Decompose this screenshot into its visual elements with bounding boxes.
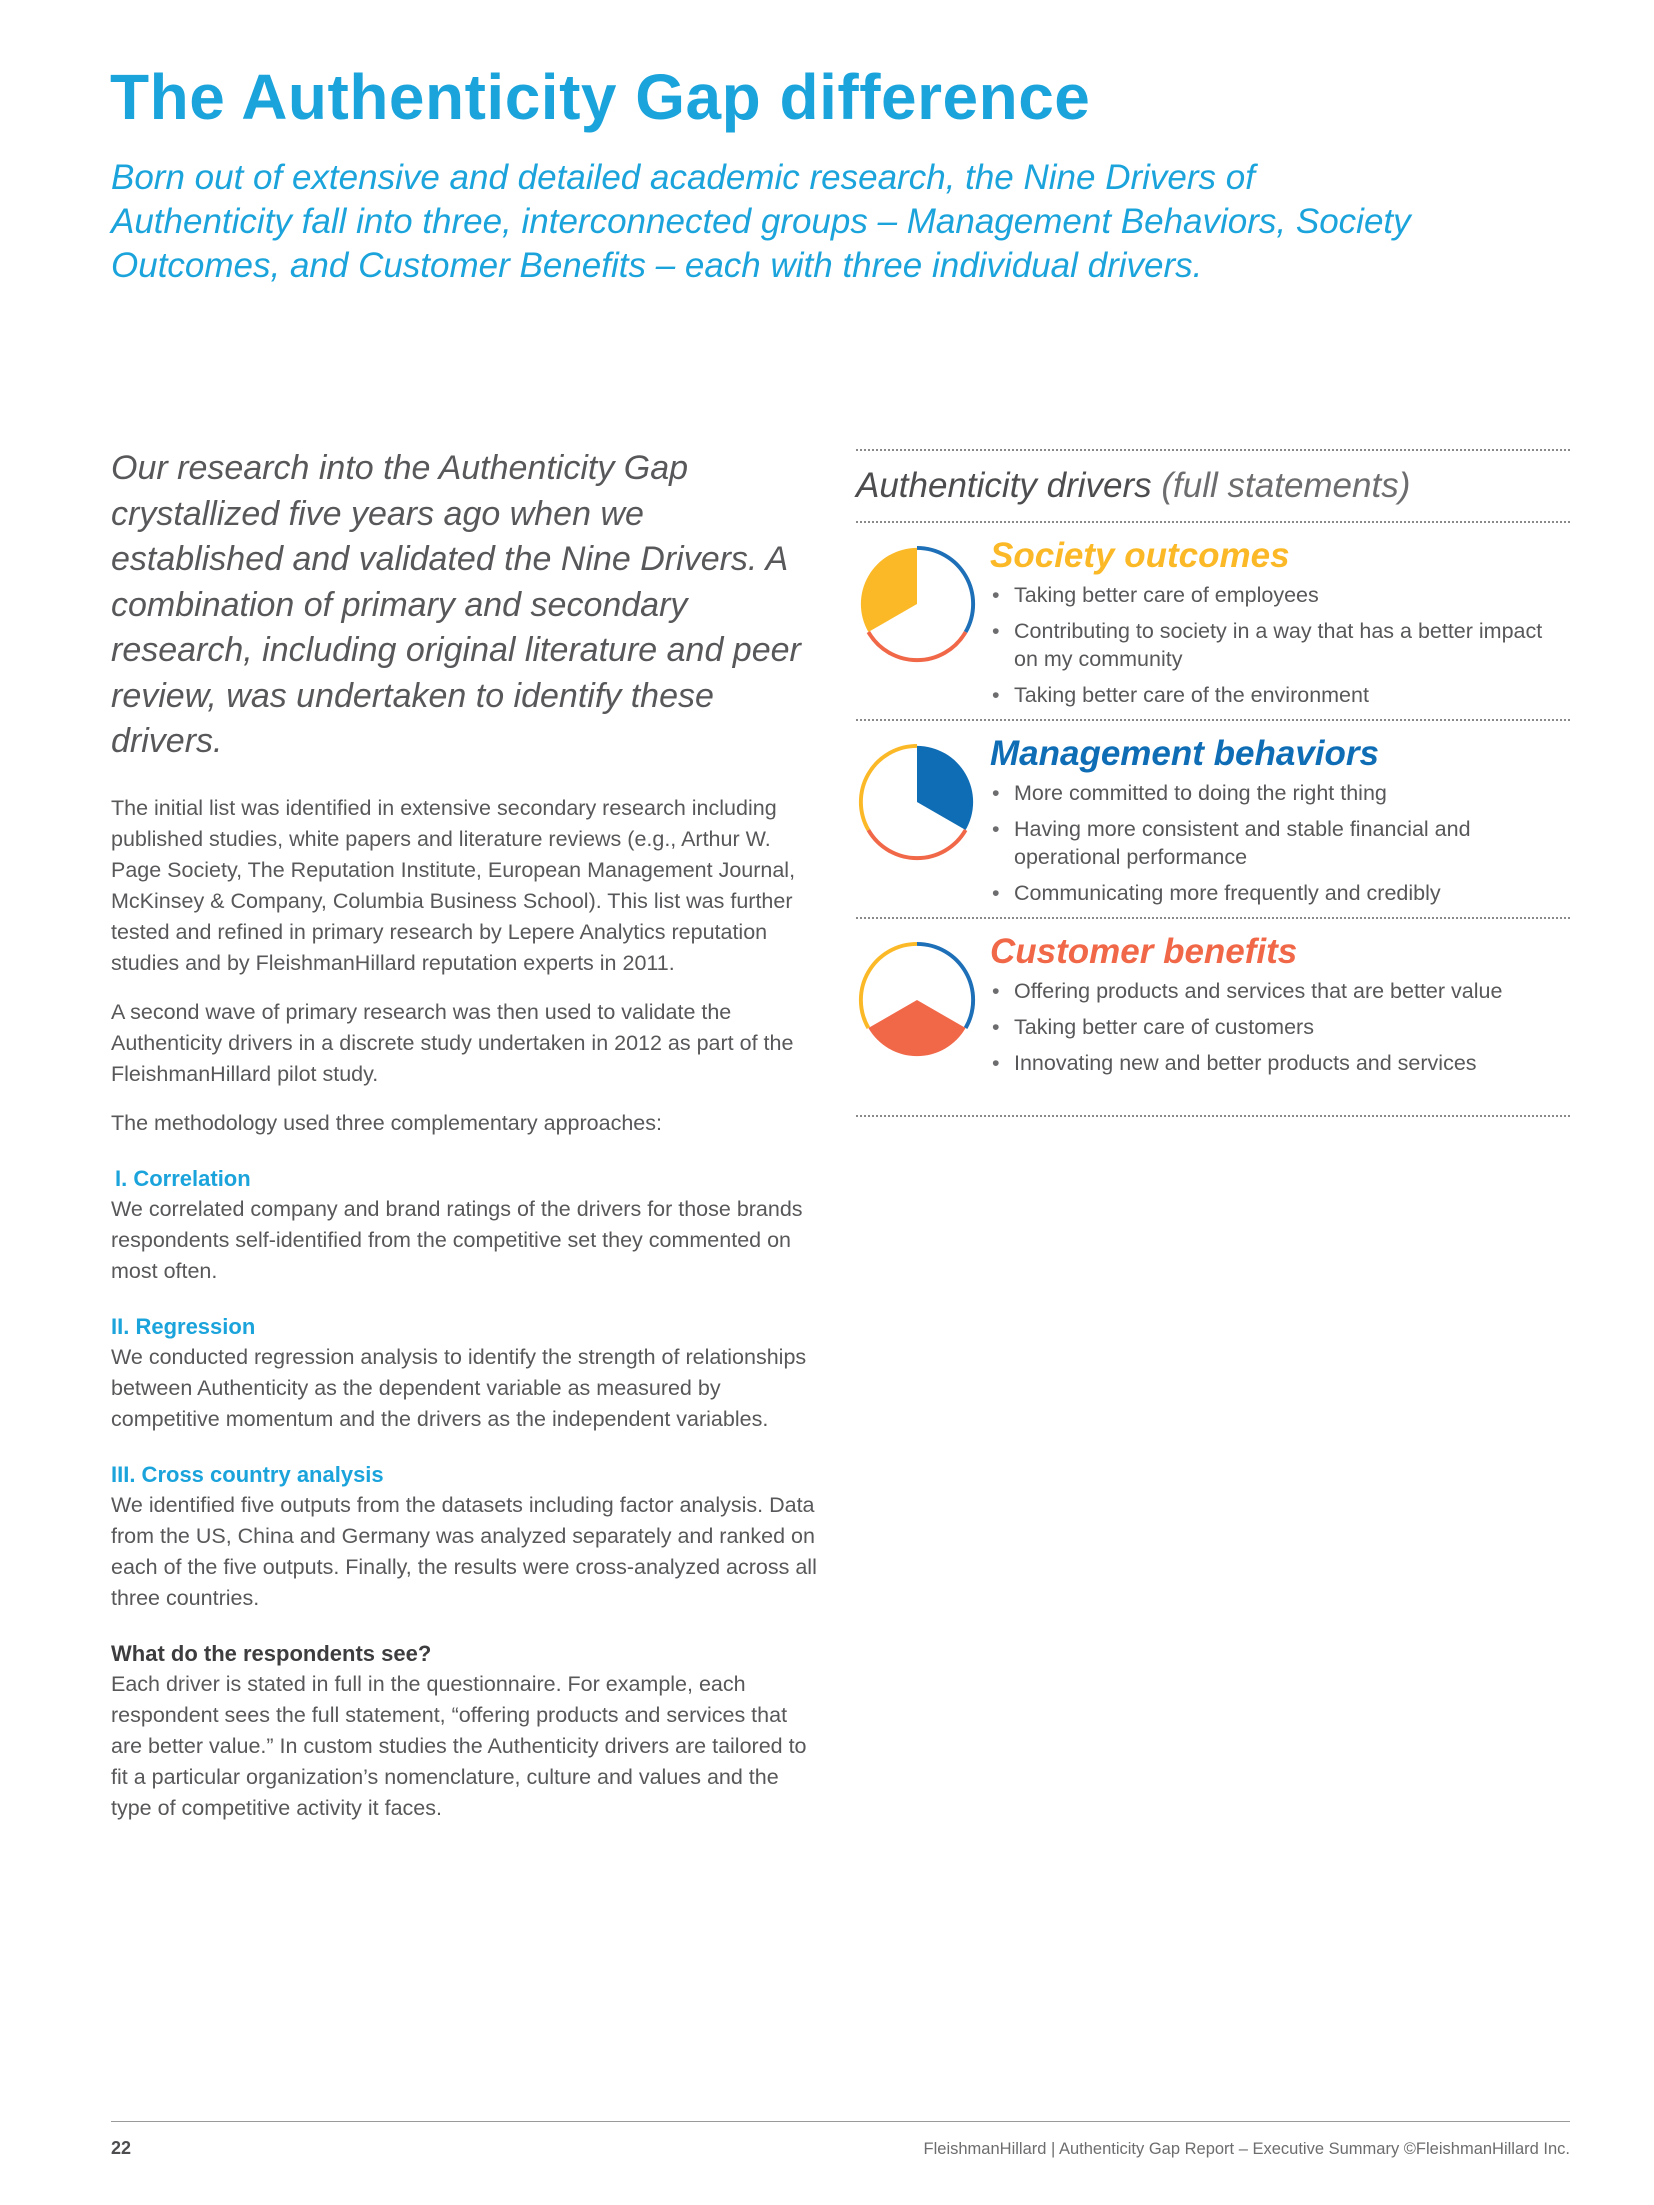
list-item: • More committed to doing the right thing [990,779,1570,807]
management-pie-icon [856,741,978,863]
list-item: • Innovating new and better products and services [990,1049,1570,1077]
authenticity-drivers-panel [856,449,1570,1117]
section-heading-regression: II. Regression [111,1313,256,1339]
footer-text: FleishmanHillard | Authenticity Gap Report – Executive Summary ©FleishmanHillard Inc. [923,2140,1570,2158]
panel-title [856,465,1570,507]
management-driver-list [990,779,1570,915]
section-text-respondents: Each driver is stated in full in the questionnaire. For example, each respondent sees the full statement, “offering products and services that are better value.” In custom studies the Authenticity drivers are tailored to fit a particular organization’s nomenclature, culture and values and the type of competitive activity it faces. [111,1671,807,1820]
list-item: • Taking better care of the environment [990,681,1570,709]
list-item: • Offering products and services that are better value [990,977,1570,1005]
group-title-customer: Customer benefits [990,932,1298,971]
driver-group-management [856,721,1570,917]
body-paragraph: The initial list was identified in extensive secondary research including published studies, white papers and literature reviews (e.g., Arthur W. Page Society, The Reputation Institute, European Management Journal, McKinsey & Company, Columbia Business School). This list was further tested and refined in primary research by Lepere Analytics reputation studies and by FleishmanHillard reputation experts in 2011. [111,795,796,975]
section-heading-respondents: What do the respondents see? [111,1640,432,1666]
section-text-cross-country: We identified five outputs from the datasets including factor analysis. Data from the US, China and Germany was analyzed separately and ranked on each of the five outputs. Finally, the results were cross-analyzed across all three countries. [111,1492,817,1610]
section-text-regression: We conducted regression analysis to identify the strength of relationships between Authenticity as the dependent variable as measured by competitive momentum and the drivers as the independent variables. [111,1344,807,1431]
section-heading-correlation: I. Correlation [115,1165,251,1191]
society-pie-icon [856,543,978,665]
divider [856,1115,1570,1117]
customer-driver-list [990,977,1570,1085]
list-item: • Having more consistent and stable financial and operational performance [990,815,1570,871]
list-item: • Contributing to society in a way that has a better impact on my community [990,617,1570,673]
group-title-society: Society outcomes [990,536,1290,575]
body-paragraph: The methodology used three complementary approaches: [111,1110,662,1135]
lead-paragraph: Our research into the Authenticity Gap crystallized five years ago when we established and validated the Nine Drivers. A combination of primary and secondary research, including original literature and peer review, was undertaken to identify these drivers. [111,449,801,760]
driver-group-society [856,523,1570,719]
page-number: 22 [111,2138,132,2158]
society-driver-list [990,581,1570,717]
customer-pie-icon [856,939,978,1061]
footer-rule [111,2121,1570,2122]
list-item: • Taking better care of customers [990,1013,1570,1041]
left-column [111,446,821,1824]
divider [856,449,1570,451]
section-text-correlation: We correlated company and brand ratings of the drivers for those brands respondents self-identified from the competitive set they commented on most often. [111,1196,803,1283]
section-heading-cross-country: III. Cross country analysis [111,1461,384,1487]
group-title-management: Management behaviors [990,734,1379,773]
driver-group-customer [856,919,1570,1115]
page-subtitle: Born out of extensive and detailed academic research, the Nine Drivers of Authenticity fall into three, interconnected groups – Management Behaviors, Society Outcomes, and Customer Benefits – each with three individual drivers. [111,158,1411,285]
panel-title-main: Authenticity drivers [856,466,1152,505]
body-paragraph: A second wave of primary research was then used to validate the Authenticity drivers in a discrete study undertaken in 2012 as part of the FleishmanHillard pilot study. [111,999,794,1086]
list-item: • Taking better care of employees [990,581,1570,609]
list-item: • Communicating more frequently and credibly [990,879,1570,907]
page-title: The Authenticity Gap difference [110,61,1091,133]
panel-title-paren: (full statements) [1161,466,1411,505]
